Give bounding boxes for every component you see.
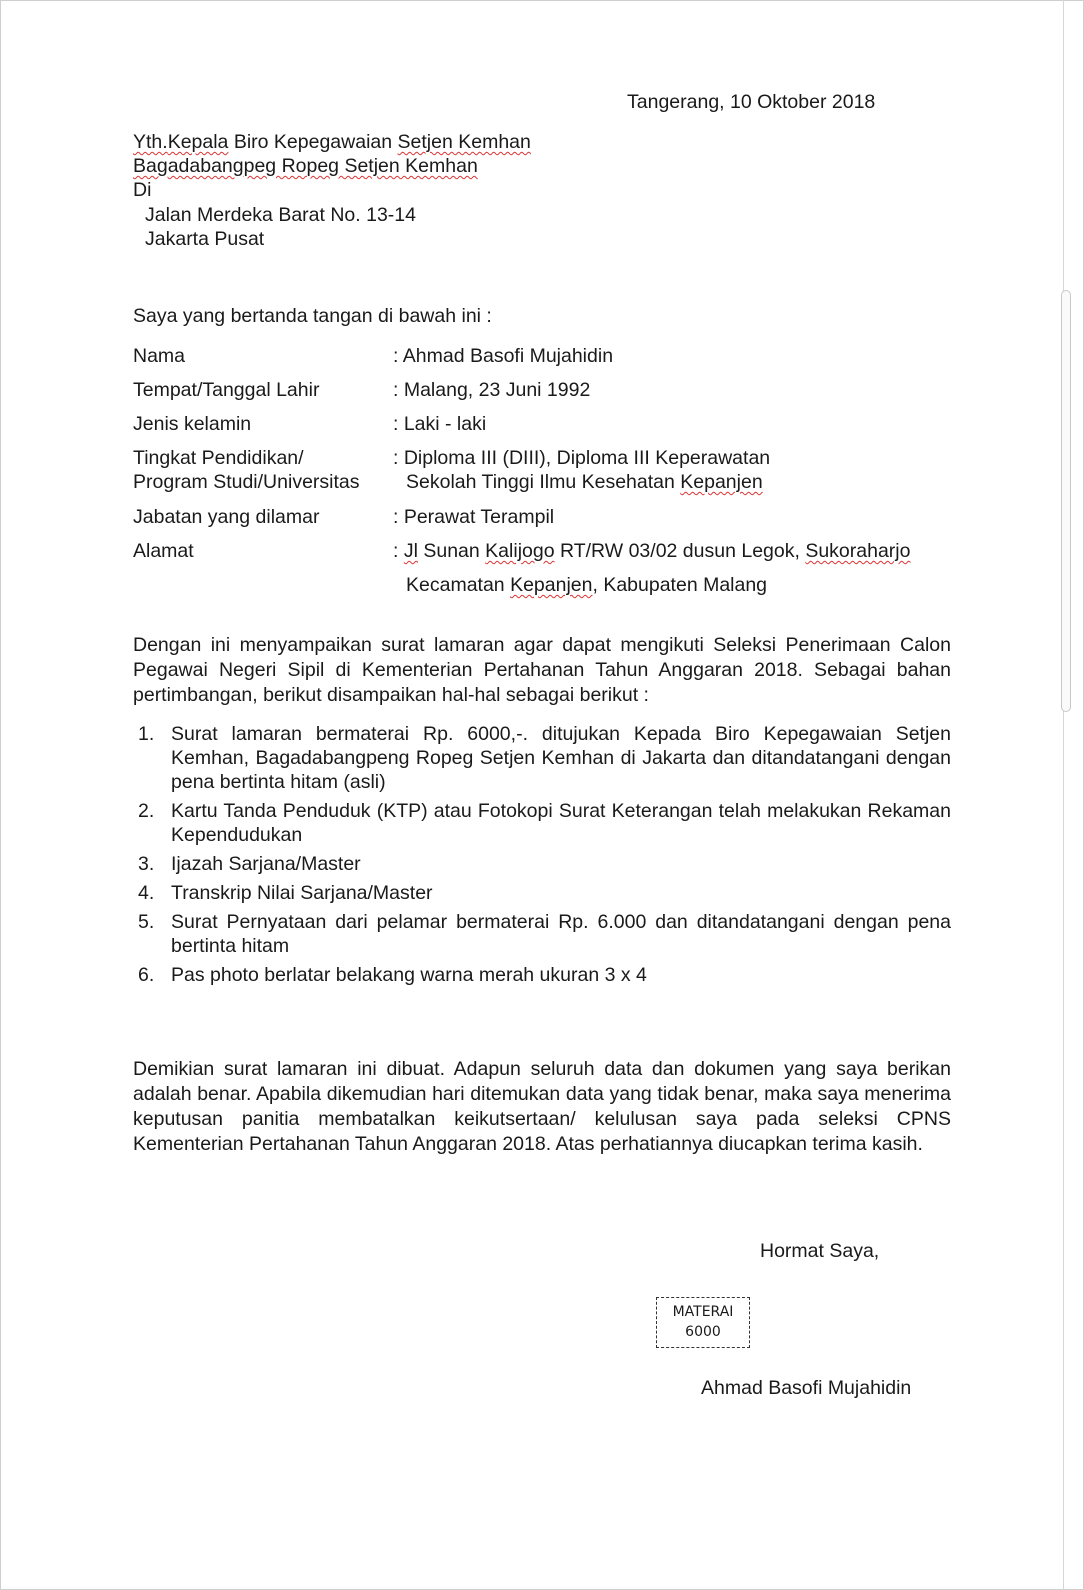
list-item-text: Surat Pernyataan dari pelamar bermaterai Rp. 6.000 dan ditandatangani dengan pena bertinta hitam — [171, 911, 951, 957]
field-value-position: : Perawat Terampil — [393, 506, 555, 528]
field-value-address-line2 — [406, 574, 767, 597]
field-label-address: Alamat — [133, 540, 194, 562]
paragraph-purpose: Dengan ini menyampaikan surat lamaran agar dapat mengikuti Seleksi Penerimaan Calon Pegawai Negeri Sipil di Kementerian Pertahanan Tahun Anggaran 2018. Sebagai bahan pertimbangan, berikut disampaikan hal-hal sebagai berikut : — [133, 634, 951, 706]
recipient-line-1 — [133, 130, 531, 154]
list-item — [133, 881, 951, 905]
stamp-value: 6000 — [685, 1324, 721, 1340]
salutation: Hormat Saya, — [760, 1240, 880, 1262]
address-sunan: Sunan — [417, 540, 486, 562]
intro-text: Saya yang bertanda tangan di bawah ini : — [133, 305, 492, 327]
list-item-text: Kartu Tanda Penduduk (KTP) atau Fotokopi Surat Keterangan telah melakukan Rekaman Kependudukan — [171, 800, 951, 846]
recipient-street: Jalan Merdeka Barat No. 13-14 — [145, 204, 416, 226]
signer-name: Ahmad Basofi Mujahidin — [701, 1377, 912, 1399]
field-label-education: Tingkat Pendidikan/ — [133, 447, 304, 469]
list-item-number: 4. — [138, 882, 155, 904]
list-item-text: Transkrip Nilai Sarjana/Master — [171, 882, 433, 904]
field-value-ttl: : Malang, 23 Juni 1992 — [393, 379, 591, 401]
materai-stamp-box — [656, 1297, 750, 1348]
address-sukoraharjo: Sukoraharjo — [805, 540, 911, 562]
recipient-setjen: Setjen Kemhan — [397, 131, 531, 153]
recipient-line-2: Bagadabangpeg Ropeg Setjen Kemhan — [133, 155, 478, 177]
recipient-line-3: Di — [133, 179, 152, 201]
list-item — [133, 963, 951, 987]
field-value-education: : Diploma III (DIII), Diploma III Keperawatan — [393, 447, 771, 469]
address-kepanjen: Kepanjen — [510, 574, 593, 596]
list-item-number: 3. — [138, 853, 155, 875]
field-label-position: Jabatan yang dilamar — [133, 506, 320, 528]
address-kabupaten: , Kabupaten Malang — [592, 574, 768, 596]
address-kalijogo: Kalijogo — [485, 540, 555, 562]
list-item-number: 6. — [138, 964, 155, 986]
field-value-address — [393, 540, 910, 563]
recipient-title: Yth. — [133, 131, 168, 153]
list-item-text: Surat lamaran bermaterai Rp. 6000,-. ditujukan Kepada Biro Kepegawaian Setjen Kemhan, Bagadabangpeng Ropeg Setjen Kemhan di Jakarta dan ditandatangani dengan pena bertinta hitam (asli) — [171, 723, 951, 793]
field-label-nama: Nama — [133, 345, 186, 367]
recipient-biro: Biro Kepegawaian — [228, 131, 398, 153]
recipient-city: Jakarta Pusat — [145, 228, 265, 250]
list-item-number: 5. — [138, 911, 155, 933]
list-item — [133, 799, 951, 847]
list-item — [133, 910, 951, 958]
university-place: Kepanjen — [680, 471, 763, 493]
list-item — [133, 852, 951, 876]
university-name: Sekolah Tinggi Ilmu Kesehatan — [406, 471, 681, 493]
field-value-university — [406, 471, 763, 494]
address-jl: Jl — [403, 540, 418, 562]
field-value-gender: : Laki - laki — [393, 413, 487, 435]
list-item — [133, 722, 951, 794]
scrollbar-handle[interactable] — [1061, 290, 1071, 712]
requirements-list — [133, 722, 951, 992]
paragraph-closing: Demikian surat lamaran ini dibuat. Adapun seluruh data dan dokumen yang saya berikan adalah benar. Apabila dikemudian hari ditemukan data yang tidak benar, maka saya menerima keputusan panitia membatalkan keikutsertaan/ kelulusan saya pada seleksi CPNS Kementerian Pertahanan Tahun Anggaran 2018. Atas perhatiannya diucapkan terima kasih. — [133, 1058, 951, 1155]
list-item-text: Pas photo berlatar belakang warna merah ukuran 3 x 4 — [171, 964, 647, 986]
address-colon: : — [393, 540, 404, 562]
stamp-label: MATERAI — [672, 1304, 734, 1320]
recipient-kepala: Kepala — [167, 131, 229, 153]
field-value-nama: : Ahmad Basofi Mujahidin — [393, 345, 614, 367]
field-label-program: Program Studi/Universitas — [133, 471, 360, 493]
field-label-ttl: Tempat/Tanggal Lahir — [133, 379, 320, 401]
letter-date: Tangerang, 10 Oktober 2018 — [627, 91, 876, 113]
address-rtrw: RT/RW 03/02 dusun Legok, — [554, 540, 806, 562]
list-item-text: Ijazah Sarjana/Master — [171, 853, 361, 875]
page-right-edge — [1063, 0, 1064, 1590]
list-item-number: 2. — [138, 800, 155, 822]
list-item-number: 1. — [138, 723, 155, 745]
field-label-gender: Jenis kelamin — [133, 413, 252, 435]
address-kecamatan: Kecamatan — [406, 574, 511, 596]
